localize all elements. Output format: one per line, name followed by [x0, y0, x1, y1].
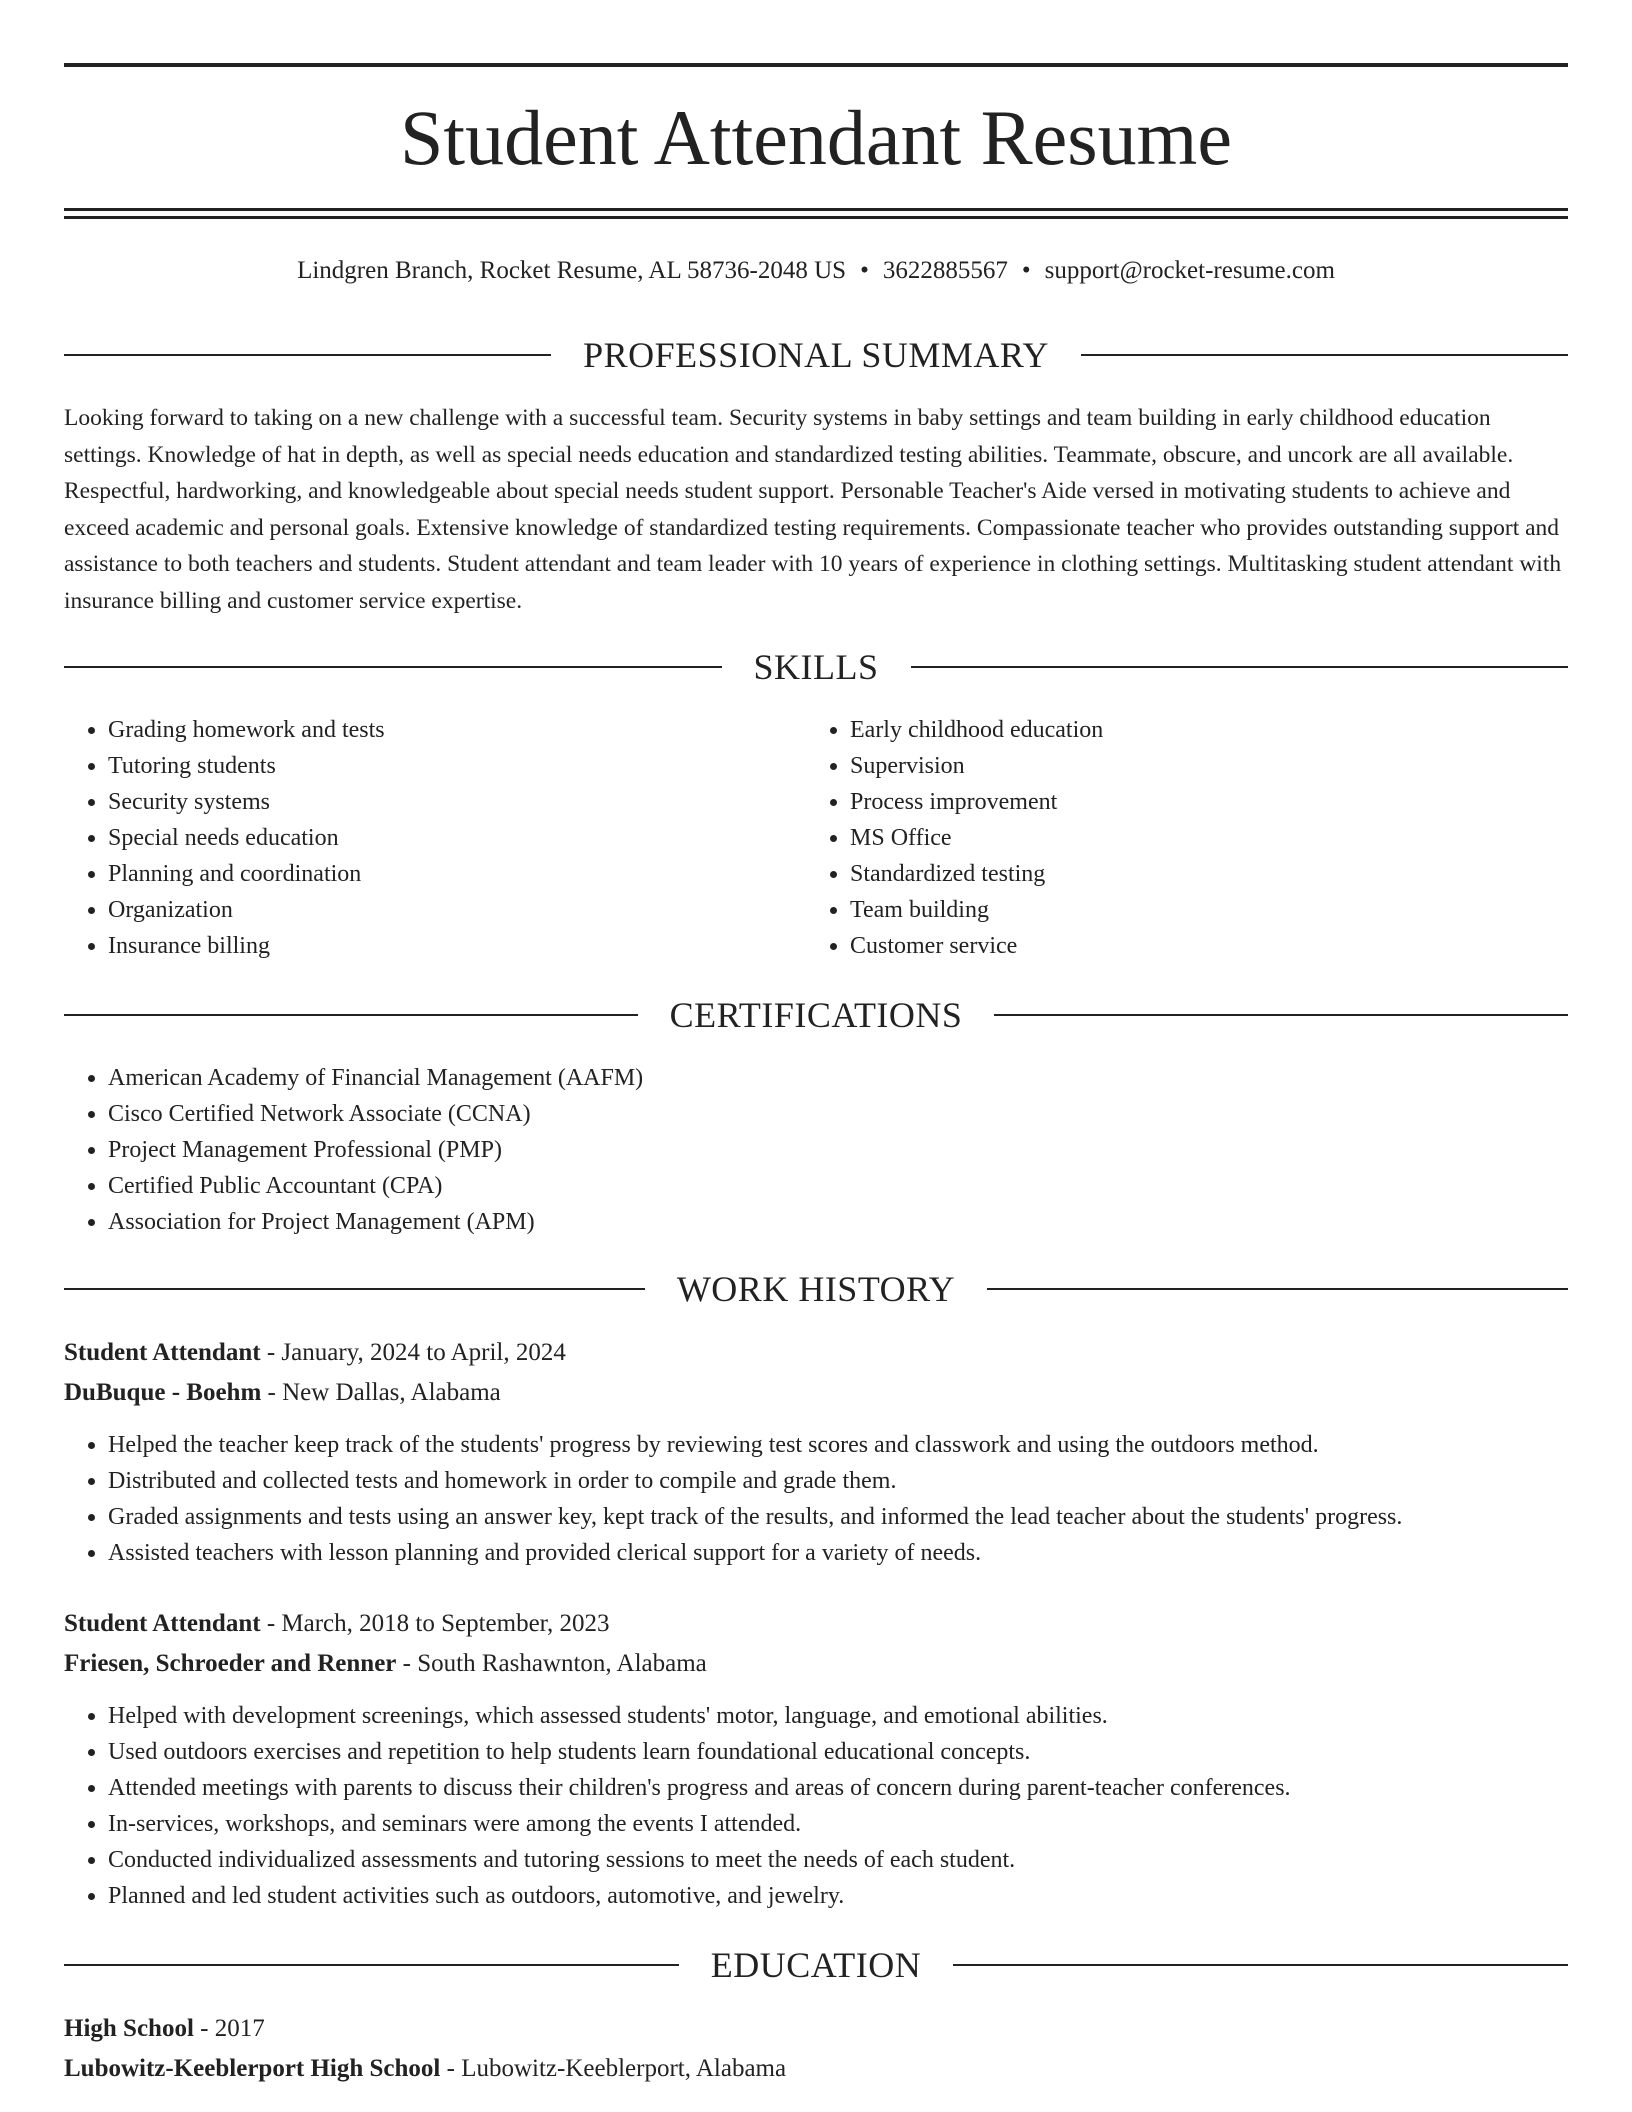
heading-rule-right	[953, 1964, 1568, 1966]
skill-item: • Customer service	[850, 928, 1550, 964]
job-bullet-item: • Distributed and collected tests and homework in order to compile and grade them.	[108, 1463, 1608, 1499]
job-bullets	[64, 1427, 1608, 1571]
job-dates: - March, 2018 to September, 2023	[260, 1610, 610, 1637]
heading-rule-left	[64, 1014, 638, 1016]
certifications-heading-label: CERTIFICATIONS	[669, 995, 963, 1035]
job-bullets	[64, 1698, 1608, 1914]
education-year: - 2017	[193, 2015, 265, 2042]
job-entry	[64, 1333, 1564, 1413]
heading-rule-right	[994, 1014, 1568, 1016]
education-location: - Lubowitz-Keeblerport, Alabama	[440, 2055, 787, 2082]
job-title: Student Attendant	[64, 1339, 261, 1366]
certification-item: • Certified Public Accountant (CPA)	[108, 1168, 1508, 1204]
job-bullet-item: • Graded assignments and tests using an answer key, kept track of the results, and informed the lead teacher about the students' progress.	[108, 1499, 1608, 1535]
education-heading-label: EDUCATION	[710, 1945, 922, 1985]
certification-item: • Project Management Professional (PMP)	[108, 1132, 1508, 1168]
contact-separator: •	[860, 257, 869, 284]
contact-address: Lindgren Branch, Rocket Resume, AL 58736-2048 US	[297, 257, 847, 284]
education-degree-line	[64, 2009, 1564, 2049]
skill-item: • Team building	[850, 892, 1550, 928]
heading-rule-left	[64, 1288, 645, 1290]
work-history-heading	[64, 1267, 1568, 1311]
education-school: Lubowitz-Keeblerport High School	[64, 2055, 441, 2082]
job-location: - New Dallas, Alabama	[261, 1379, 501, 1406]
skill-item: • Insurance billing	[108, 928, 808, 964]
job-bullet-item: • In-services, workshops, and seminars were among the events I attended.	[108, 1806, 1608, 1842]
skill-item: • Supervision	[850, 748, 1550, 784]
skills-list-left	[64, 712, 808, 964]
heading-rule-left	[64, 1964, 679, 1966]
job-company: Friesen, Schroeder and Renner	[64, 1650, 397, 1677]
certification-item: • Cisco Certified Network Associate (CCNA)	[108, 1096, 1508, 1132]
skill-item: • Early childhood education	[850, 712, 1550, 748]
job-company: DuBuque - Boehm	[64, 1379, 262, 1406]
heading-rule-right	[1081, 354, 1568, 356]
job-entry	[64, 1604, 1564, 1684]
job-bullet-item: • Used outdoors exercises and repetition to help students learn foundational educational concepts.	[108, 1734, 1608, 1770]
summary-text: Looking forward to taking on a new challenge with a successful team. Security systems in baby settings and team building in early childhood education settings. Knowledge of hat in depth, as well as special needs education and standardized testing abilities. Teammate, obscure, and uncork are all available. Respectful, hardworking, and knowledgeable about special needs student support. Personable Teacher's Aide versed in motivating students to achieve and exceed academic and personal goals. Extensive knowledge of standardized testing requirements. Compassionate teacher who provides outstanding support and assistance to both teachers and students. Student attendant and team leader with 10 years of experience in clothing settings. Multitasking student attendant with insurance billing and customer service expertise.	[64, 405, 1562, 614]
education-school-line	[64, 2049, 1564, 2089]
heading-rule-left	[64, 354, 551, 356]
job-bullet-item: • Assisted teachers with lesson planning and provided clerical support for a variety of needs.	[108, 1535, 1608, 1571]
skill-item: • Standardized testing	[850, 856, 1550, 892]
skills-list-right	[806, 712, 1550, 964]
contact-separator: •	[1021, 257, 1031, 284]
heading-rule-left	[64, 666, 722, 668]
certification-item: • Association for Project Management (APM)	[108, 1204, 1508, 1240]
title-double-rule	[64, 208, 1568, 219]
contact-line	[64, 254, 1568, 288]
heading-rule-right	[911, 666, 1569, 668]
education-degree: High School	[64, 2015, 194, 2042]
job-company-line	[64, 1373, 1564, 1413]
job-company-line	[64, 1644, 1564, 1684]
job-bullet-item: • Conducted individualized assessments and tutoring sessions to meet the needs of each student.	[108, 1842, 1608, 1878]
certifications-heading	[64, 993, 1568, 1037]
skill-item: • Security systems	[108, 784, 808, 820]
job-bullet-item: • Planned and led student activities such as outdoors, automotive, and jewelry.	[108, 1878, 1608, 1914]
skills-heading-label: SKILLS	[753, 647, 879, 687]
job-title: Student Attendant	[64, 1610, 261, 1637]
job-bullet-item: • Helped the teacher keep track of the students' progress by reviewing test scores and classwork and using the outdoors method.	[108, 1427, 1608, 1463]
summary-heading-label: PROFESSIONAL SUMMARY	[583, 335, 1049, 375]
contact-email: support@rocket-resume.com	[1044, 257, 1335, 284]
job-dates: - January, 2024 to April, 2024	[260, 1339, 566, 1366]
work-history-heading-label: WORK HISTORY	[676, 1269, 956, 1309]
summary-heading	[64, 333, 1568, 377]
skill-item: • Tutoring students	[108, 748, 808, 784]
skill-item: • Organization	[108, 892, 808, 928]
certifications-list	[64, 1060, 1508, 1240]
job-title-line	[64, 1333, 1564, 1373]
skill-item: • Special needs education	[108, 820, 808, 856]
job-title-line	[64, 1604, 1564, 1644]
skill-item: • MS Office	[850, 820, 1550, 856]
heading-rule-right	[987, 1288, 1568, 1290]
job-bullet-item: • Helped with development screenings, which assessed students' motor, language, and emotional abilities.	[108, 1698, 1608, 1734]
top-rule	[64, 63, 1568, 67]
certification-item: • American Academy of Financial Management (AAFM)	[108, 1060, 1508, 1096]
education-heading	[64, 1943, 1568, 1987]
contact-phone: 3622885567	[882, 257, 1008, 284]
job-bullet-item: • Attended meetings with parents to discuss their children's progress and areas of concern during parent-teacher conferences.	[108, 1770, 1608, 1806]
skill-item: • Planning and coordination	[108, 856, 808, 892]
page-title: Student Attendant Resume	[400, 94, 1232, 181]
job-location: - South Rashawnton, Alabama	[396, 1650, 707, 1677]
skill-item: • Process improvement	[850, 784, 1550, 820]
education-entry	[64, 2009, 1564, 2089]
skills-heading	[64, 645, 1568, 689]
skill-item: • Grading homework and tests	[108, 712, 808, 748]
